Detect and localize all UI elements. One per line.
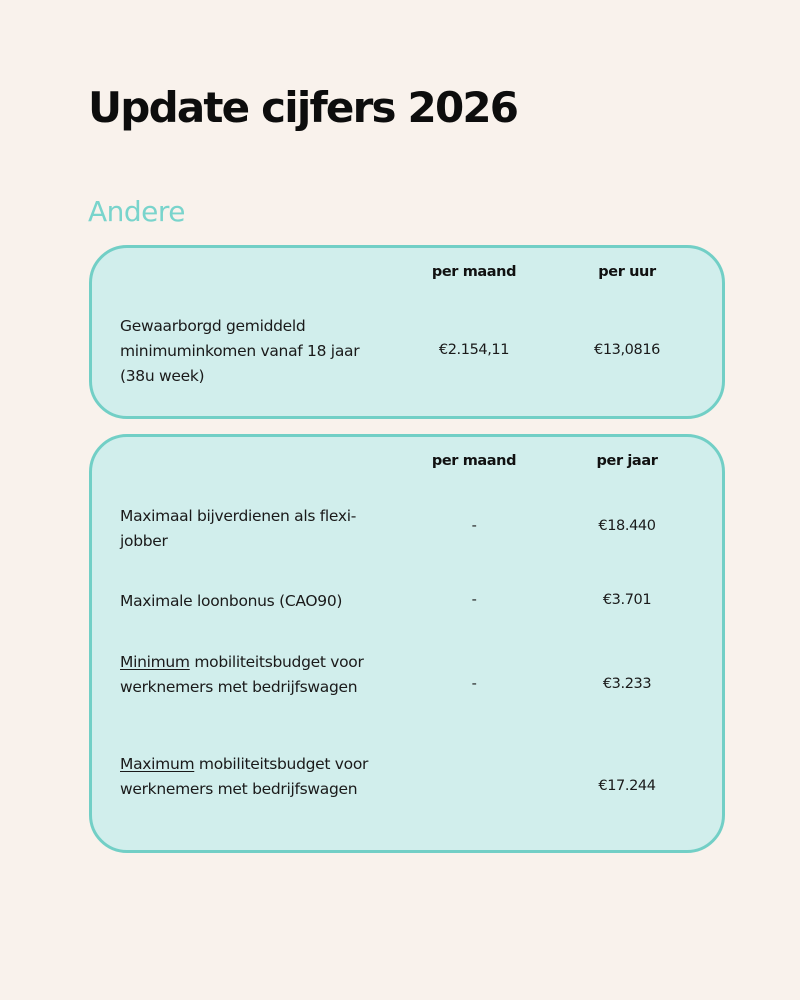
cell-flexi-jobber-per-month: -	[471, 518, 477, 534]
cell-maximum-mobility-per-year: €17.244	[598, 778, 656, 794]
column-header-per-month: per maand	[431, 453, 517, 469]
column-header-per-hour: per uur	[598, 264, 656, 280]
cell-flexi-jobber-per-year: €18.440	[598, 518, 656, 534]
cell-minimum-income-per-month: €2.154,11	[438, 342, 510, 358]
label-rest: mobiliteitsbudget voor werknemers met bedrijfswagen	[120, 755, 369, 798]
row-label-loonbonus: Maximale loonbonus (CAO90)	[120, 592, 343, 610]
cell-minimum-income-per-hour: €13,0816	[594, 342, 660, 358]
row-label-minimum-mobility-budget	[120, 650, 395, 700]
cell-minimum-mobility-per-year: €3.233	[602, 676, 652, 692]
label-emphasis-minimum: Minimum	[120, 653, 190, 671]
column-header-per-month: per maand	[431, 264, 517, 280]
cell-loonbonus-per-year: €3.701	[602, 592, 652, 608]
other-figures-card	[89, 434, 725, 853]
section-heading: Andere	[88, 195, 186, 228]
row-label-maximum-mobility-budget	[120, 752, 395, 802]
label-rest: mobiliteitsbudget voor werknemers met bedrijfswagen	[120, 653, 364, 696]
row-label-flexi-jobber: Maximaal bijverdienen als flexi-jobber	[120, 507, 357, 550]
label-emphasis-maximum: Maximum	[120, 755, 195, 773]
cell-loonbonus-per-month: -	[471, 592, 477, 608]
page-title: Update cijfers 2026	[88, 83, 518, 132]
row-label-minimum-income: Gewaarborgd gemiddeld minimuminkomen vanaf 18 jaar (38u week)	[120, 317, 360, 385]
cell-minimum-mobility-per-month: -	[471, 676, 477, 692]
minimum-income-card	[89, 245, 725, 419]
column-header-per-year: per jaar	[596, 453, 658, 469]
